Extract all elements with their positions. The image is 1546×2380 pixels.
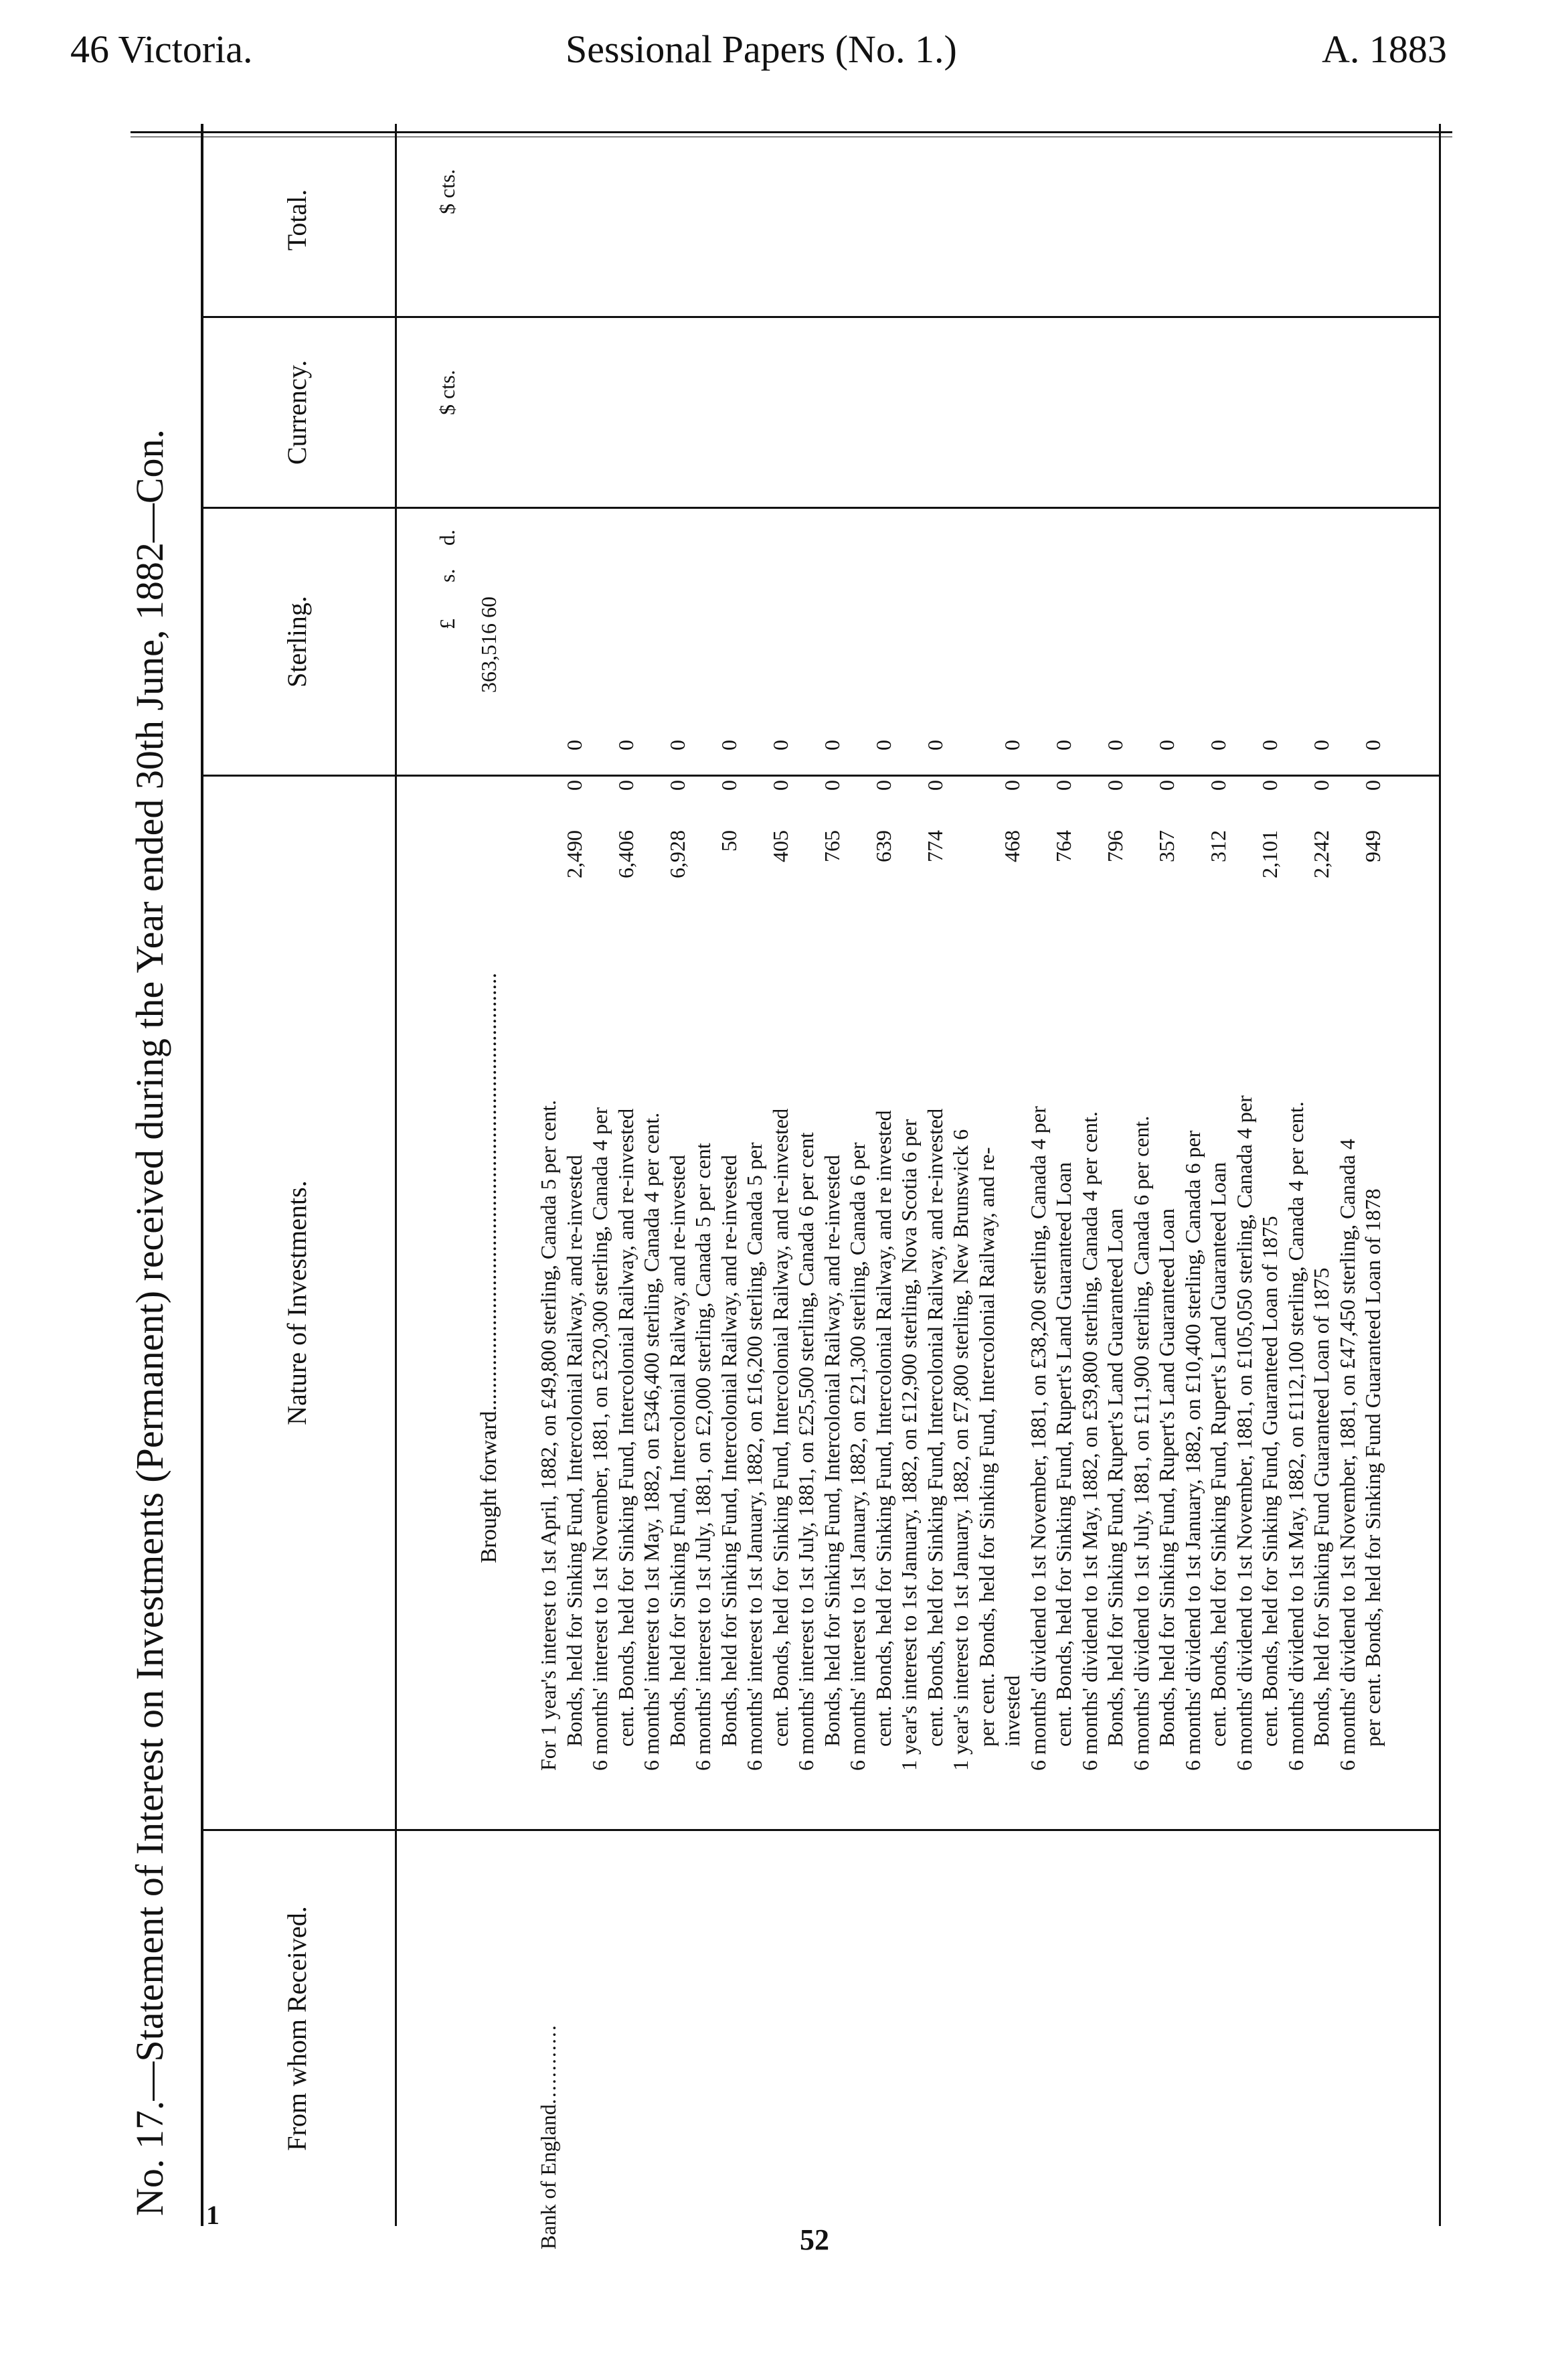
entry-text-continued: Bonds, held for Sinking Fund, Rupert's Land Guaranteed Loan (1103, 1208, 1127, 1747)
sterling-pounds: 6,406 (613, 830, 638, 878)
entry-text-continued: cent. Bonds, held for Sinking Fund, Intercolonial Railway, and re-invested (768, 1108, 792, 1747)
investment-entry (638, 981, 690, 1771)
sterling-amounts (535, 730, 1386, 971)
entry-text-continued: Bonds, held for Sinking Fund, Intercolonial Railway, and re-invested (716, 1155, 741, 1747)
sterling-spacer-row (1128, 730, 1154, 971)
entry-text-continued: cent. Bonds, held for Sinking Fund, Rupert's Land Guaranteed Loan (1206, 1162, 1230, 1747)
investment-entry (1283, 981, 1335, 1771)
entry-text-first: 6 months' interest to 1st July, 1881, on £25,500 sterling, Canada 6 per cent (794, 1132, 818, 1771)
sterling-pence: 0 (871, 740, 895, 750)
sterling-pence: 0 (922, 740, 947, 750)
sterling-pounds: 2,101 (1258, 830, 1282, 878)
sterling-pounds: 357 (1154, 830, 1179, 862)
sterling-shillings: 0 (613, 780, 638, 791)
sterling-spacer-row (1180, 730, 1206, 971)
sterling-spacer-row (1283, 730, 1309, 971)
sterling-shillings: 0 (871, 780, 895, 791)
investment-entry (1335, 981, 1386, 1771)
investment-entry (742, 981, 793, 1771)
investment-entry (1231, 981, 1283, 1771)
sterling-pounds: 405 (768, 830, 792, 862)
entry-text-first: 6 months' interest to 1st May, 1882, on £346,400 sterling, Canada 4 per cent. (639, 1112, 663, 1771)
page-number: 52 (800, 2223, 829, 2256)
investment-entry (690, 981, 742, 1771)
table-top-rule (201, 124, 203, 2226)
brought-forward-label: Brought forward (477, 1411, 501, 1563)
entry-text-first: 1 year's interest to 1st January, 1882, on £7,800 sterling, New Brunswick 6 (948, 1129, 972, 1771)
sterling-pence: 0 (716, 740, 741, 750)
sterling-spacer-row (638, 730, 665, 971)
sterling-pence: 0 (665, 740, 689, 750)
sterling-pence: 0 (1103, 740, 1127, 750)
brought-forward (477, 973, 502, 1563)
sterling-shillings: 0 (1361, 780, 1385, 791)
sterling-pence: 0 (1000, 740, 1024, 750)
sterling-pence: 0 (1361, 740, 1385, 750)
entry-text-continued: cent. Bonds, held for Sinking Fund, Intercolonial Railway, and re-invested (613, 1108, 638, 1747)
sterling-pounds: 639 (871, 830, 895, 862)
sterling-spacer-row (587, 730, 613, 971)
entry-text-continued: per cent. Bonds, held for Sinking Fund, Intercolonial Railway, and re- (974, 1147, 999, 1747)
sterling-spacer-row (1335, 730, 1361, 971)
col-divider-from (201, 1829, 1439, 1831)
sterling-spacer-row (690, 730, 716, 971)
entry-text-continued: Bonds, held for Sinking Fund, Intercolonial Railway, and re-invested (665, 1155, 689, 1747)
col-divider-sterling (201, 507, 1439, 509)
sterling-pounds: 796 (1103, 830, 1127, 862)
unit-total: $ cts. (435, 169, 459, 214)
table-bottom-rule (1439, 124, 1441, 2226)
entry-text-first: 6 months' dividend to 1st May, 1882, on £39,800 sterling, Canada 4 per cent. (1077, 1111, 1102, 1771)
sterling-amount-row (819, 730, 845, 971)
col-sterling: Sterling. (282, 596, 312, 688)
header-session: 46 Victoria. (70, 27, 253, 71)
sterling-shillings: 0 (1309, 780, 1333, 791)
sterling-spacer-row (1077, 730, 1103, 971)
sterling-pounds: 312 (1206, 830, 1230, 862)
sterling-amount-row (1205, 730, 1231, 971)
investment-entry (793, 981, 845, 1771)
sterling-pence: 0 (768, 740, 792, 750)
investment-entry (535, 981, 587, 1771)
margin-mark: 1 (206, 2200, 220, 2230)
sterling-amount-row (1051, 730, 1077, 971)
entry-text-continued: per cent. Bonds, held for Sinking Fund Guaranteed Loan of 1878 (1361, 1188, 1385, 1747)
sterling-pounds: 468 (1000, 830, 1024, 862)
from-whom-name: Bank of England (536, 2104, 560, 2249)
sterling-spacer-row (974, 730, 1000, 971)
sterling-shillings: 0 (819, 780, 844, 791)
sterling-pence: 0 (1309, 740, 1333, 750)
sterling-shillings: 0 (922, 780, 947, 791)
entry-text-first: 6 months' interest to 1st January, 1882, on £21,300 sterling, Canada 6 per (845, 1142, 869, 1771)
sterling-amount-row (716, 730, 742, 971)
sterling-pounds: 765 (819, 830, 844, 862)
sterling-amount-row (1102, 730, 1128, 971)
col-total: Total. (282, 189, 312, 251)
investment-entry (896, 981, 948, 1771)
sterling-pence: 0 (1258, 740, 1282, 750)
sterling-spacer-row (845, 730, 871, 971)
sterling-shillings: 0 (716, 780, 741, 791)
sterling-shillings: 0 (1154, 780, 1179, 791)
investment-entry (587, 981, 638, 1771)
sterling-amount-row (871, 730, 897, 971)
sterling-spacer-row (742, 730, 768, 971)
sterling-spacer-row (948, 730, 974, 971)
sterling-pounds: 2,490 (562, 830, 586, 878)
entry-text-first: 6 months' dividend to 1st November, 1881, on £105,050 sterling, Canada 4 per (1231, 1095, 1256, 1771)
investment-entries (535, 981, 1386, 1771)
unit-pence: d. (435, 530, 459, 546)
sterling-amount-row (1360, 730, 1386, 971)
entry-text-first: 6 months' interest to 1st July, 1881, on £2,000 sterling, Canada 5 per cent (691, 1143, 715, 1771)
brought-forward-currency: 363,516 60 (477, 597, 501, 693)
sterling-amount-row (665, 730, 691, 971)
sterling-pounds: 6,928 (665, 830, 689, 878)
investment-entry (845, 981, 896, 1771)
sterling-shillings: 0 (1258, 780, 1282, 791)
header-divider (395, 124, 397, 2226)
sterling-shillings: 0 (768, 780, 792, 791)
sterling-shillings: 0 (1103, 780, 1127, 791)
unit-pounds: £ (435, 619, 459, 629)
sterling-amount-row (1257, 730, 1283, 971)
header-sessional-papers: Sessional Papers (No. 1.) (566, 27, 957, 71)
entry-text-continued: cent. Bonds, held for Sinking Fund, Intercolonial Railway, and re-invested (922, 1108, 947, 1747)
sterling-shillings: 0 (1000, 780, 1024, 791)
investment-entry (1128, 981, 1180, 1771)
investment-entry (1077, 981, 1128, 1771)
sterling-pence: 0 (1206, 740, 1230, 750)
entry-text-first: 6 months' dividend to 1st November, 1881, on £38,200 sterling, Canada 4 per (1025, 1106, 1050, 1771)
entry-text-first: 6 months' interest to 1st November, 1881, on £320,300 sterling, Canada 4 per (588, 1107, 612, 1771)
table-title: No. 17.—Statement of Interest on Investments (Permanent) received during the Year ended 30th June, 1882—Con. (128, 428, 171, 2216)
from-whom-received (535, 2024, 562, 2249)
sterling-spacer-row (535, 730, 562, 971)
sterling-amount-row (999, 730, 1025, 971)
entry-text-first: 6 months' dividend to 1st May, 1882, on £112,100 sterling, Canada 4 per cent. (1283, 1101, 1308, 1771)
entry-text-continued: Bonds, held for Sinking Fund Guaranteed Loan of 1875 (1309, 1267, 1333, 1747)
investment-entry (1180, 981, 1231, 1771)
sterling-shillings: 0 (562, 780, 586, 791)
sterling-spacer-row (1231, 730, 1258, 971)
entry-text-continued: Bonds, held for Sinking Fund, Intercolonial Railway, and re-invested (562, 1155, 586, 1747)
sterling-pence: 0 (562, 740, 586, 750)
sterling-shillings: 0 (1051, 780, 1076, 791)
col-divider-currency (201, 316, 1439, 318)
sterling-pence: 0 (819, 740, 844, 750)
leader-dots: ............................................................................. (477, 972, 501, 1411)
entry-text-continued: Bonds, held for Sinking Fund, Rupert's Land Guaranteed Loan (1154, 1208, 1179, 1747)
sterling-amount-row (768, 730, 794, 971)
sterling-amount-row (562, 730, 588, 971)
entry-text-first: 1 year's interest to 1st January, 1882, on £12,900 sterling, Nova Scotia 6 per (897, 1119, 921, 1771)
entry-text-first: 6 months' dividend to 1st July, 1881, on £11,900 sterling, Canada 6 per cent. (1128, 1115, 1153, 1771)
sterling-pence: 0 (1154, 740, 1179, 750)
entry-text-first: For 1 year's interest to 1st April, 1882, on £49,800 sterling, Canada 5 per cent. (536, 1099, 560, 1771)
sterling-amount-row (1154, 730, 1180, 971)
sterling-pounds: 764 (1051, 830, 1076, 862)
sterling-pounds: 2,242 (1309, 830, 1333, 878)
investment-entry (1025, 981, 1077, 1771)
header-year: A. 1883 (1322, 27, 1447, 71)
entry-text-continued: cent. Bonds, held for Sinking Fund, Intercolonial Railway, and re invested (871, 1110, 895, 1747)
unit-shillings: s. (435, 568, 459, 582)
unit-currency: $ cts. (435, 370, 459, 415)
entry-text-continued: cent. Bonds, held for Sinking Fund, Guaranteed Loan of 1875 (1258, 1216, 1282, 1747)
entry-text-continued: invested (1000, 1675, 1024, 1747)
sterling-spacer-row (896, 730, 922, 971)
sterling-spacer-row (793, 730, 819, 971)
col-currency: Currency. (282, 360, 312, 465)
sterling-shillings: 0 (665, 780, 689, 791)
sterling-amount-row (1308, 730, 1335, 971)
sterling-spacer-row (1025, 730, 1051, 971)
sterling-pence: 0 (613, 740, 638, 750)
entry-text-first: 6 months' interest to 1st January, 1882, on £16,200 sterling, Canada 5 per (742, 1142, 766, 1771)
sterling-pence: 0 (1051, 740, 1076, 750)
col-from-whom: From whom Received. (282, 1906, 312, 2151)
entry-text-first: 6 months' dividend to 1st November, 1881, on £47,450 sterling, Canada 4 (1335, 1139, 1359, 1771)
sterling-pounds: 774 (922, 830, 947, 862)
sterling-pounds: 50 (716, 830, 741, 852)
leader-dots: ............ (536, 2024, 560, 2105)
sterling-shillings: 0 (1206, 780, 1230, 791)
entry-text-continued: cent. Bonds, held for Sinking Fund, Rupert's Land Guaranteed Loan (1051, 1162, 1076, 1747)
investment-entry (948, 981, 1025, 1771)
sterling-pounds: 949 (1361, 830, 1385, 862)
sterling-amount-row (613, 730, 639, 971)
entry-text-first: 6 months' dividend to 1st January, 1882, on £10,400 sterling, Canada 6 per (1180, 1130, 1205, 1771)
sterling-amount-row (922, 730, 948, 971)
col-nature: Nature of Investments. (282, 1180, 312, 1425)
entry-text-continued: Bonds, held for Sinking Fund, Intercolonial Railway, and re-invested (819, 1155, 844, 1747)
